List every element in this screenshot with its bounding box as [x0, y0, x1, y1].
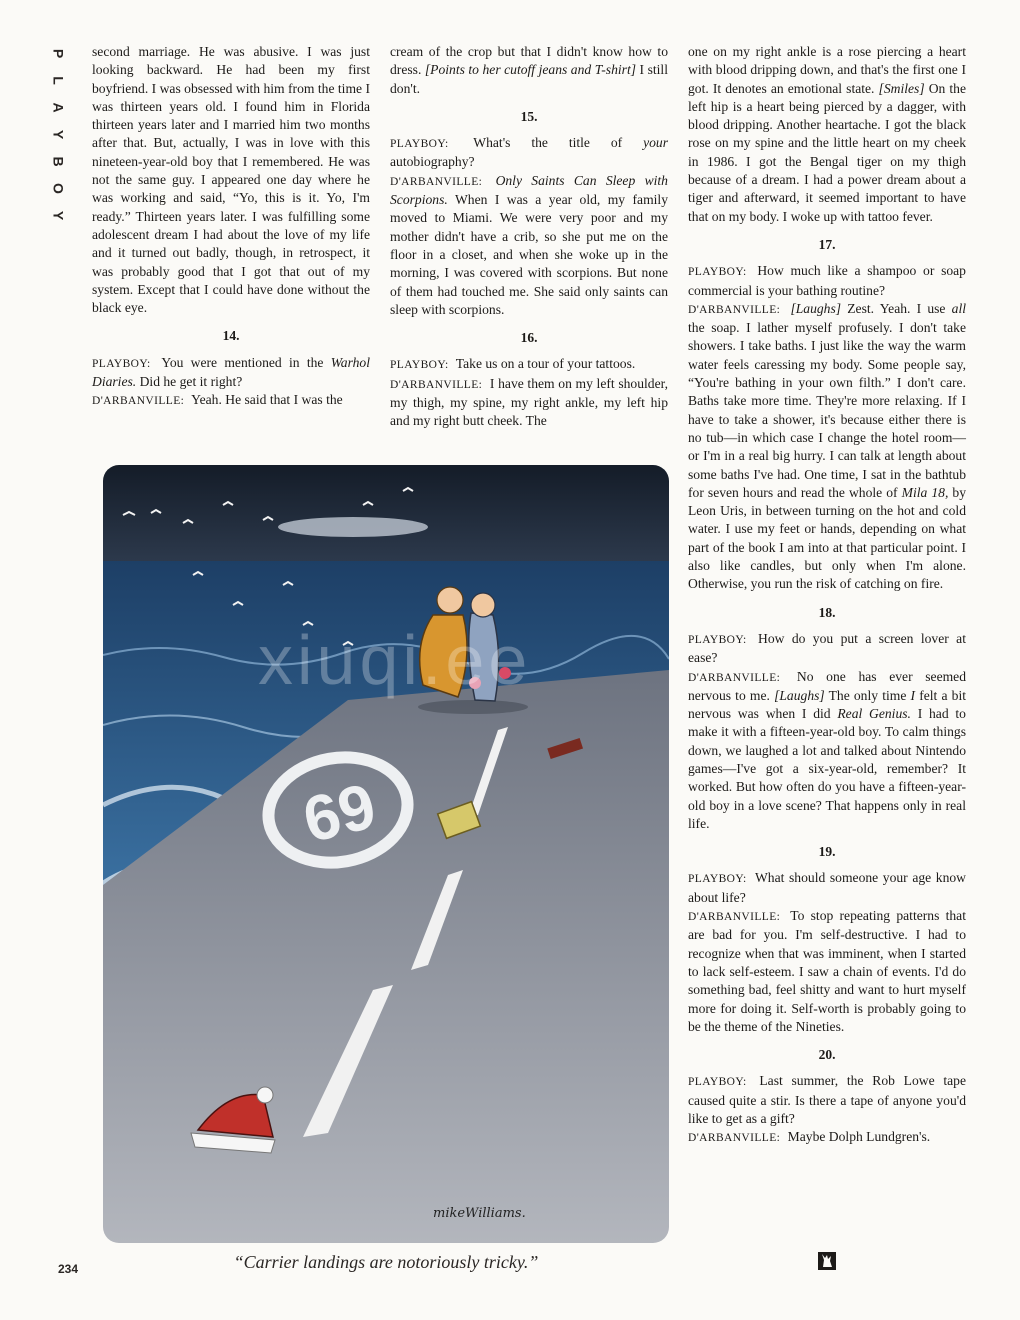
masthead-letter: Y: [50, 129, 67, 140]
speaker-label: D'ARBANVILLE:: [688, 1132, 781, 1145]
masthead-letter: B: [50, 156, 67, 167]
question-text: autobiography?: [390, 154, 475, 170]
book-title: Only Saints Can Sleep with Scorpions.: [390, 172, 668, 208]
question: [688, 1072, 966, 1128]
artist-signature: mikeWilliams.: [433, 1206, 526, 1221]
speaker-label: PLAYBOY:: [688, 633, 747, 646]
answer-text: I still don't.: [390, 62, 668, 96]
deck-number: 69: [296, 769, 383, 857]
stage-direction: [Laughs]: [774, 687, 825, 703]
balloon: [499, 667, 511, 679]
question: [688, 262, 966, 300]
magazine-masthead: [48, 40, 68, 229]
answer: [688, 907, 966, 1036]
speaker-label: D'ARBANVILLE:: [688, 911, 781, 924]
question: [688, 630, 966, 668]
stage-direction: [Points to her cutoff jeans and T-shirt]: [424, 62, 637, 78]
speaker-label: D'ARBANVILLE:: [390, 378, 483, 391]
masthead-letter: O: [50, 183, 67, 194]
speaker-label: PLAYBOY:: [688, 873, 747, 886]
speaker-label: D'ARBANVILLE:: [688, 303, 781, 316]
answer-text: cream of the crop but that I didn't know how to dress.: [390, 44, 668, 78]
cartoon-caption: “Carrier landings are notoriously tricky.”: [233, 1252, 539, 1272]
answer-text: one on my right ankle is a rose piercing a heart with blood dripping down, and that's the first one I got. It denotes an emotional state.: [688, 44, 966, 96]
question-text: What's the title of: [473, 135, 623, 151]
question: [688, 869, 966, 907]
book-title: Warhol Diaries.: [92, 354, 370, 390]
cloud: [278, 517, 428, 537]
stage-direction: [Laughs]: [790, 300, 842, 316]
question-number: 15.: [520, 108, 538, 124]
answer: [92, 391, 370, 410]
answer-text: To stop repeating patterns that are bad for you. I'm self-destructive. I had to recognize when that was imminent, when I started to lack self-esteem. I saw a chain of events. I'd do something bad, feel shitty and want to hurt myself more for doing it. Self-worth is probably going to be the theme of the Nineties.: [688, 908, 966, 1034]
question-number: 20.: [818, 1047, 836, 1063]
speaker-label: D'ARBANVILLE:: [390, 175, 483, 188]
text-column-2: [390, 43, 668, 431]
emphasis: I: [910, 687, 916, 703]
question-number: 17.: [818, 236, 836, 252]
emphasis: all: [951, 300, 966, 316]
answer-text: I have them on my left shoulder, my thigh, my spine, my right ankle, my left hip and my right butt cheek. The: [390, 375, 668, 429]
cartoon-drawing: [103, 465, 669, 1243]
speaker-label: D'ARBANVILLE:: [92, 395, 185, 408]
paragraph: second marriage. He was abusive. I was just looking backward. He had been my first boyfriend. I was obsessed with him from the time I was thirteen years old. I found him in Florida thirteen years later and I married him two months after that. But, actually, I was in love with this nineteen-year-old boy that I remembered. He was not the same guy. I appeared one day where he was working and said, “Yo, this is it. Yo, I'm ready.” Thirteen years later. I was fulfilling some adolescent dream I had about the love of my life and it turned out badly, though, in retrospect, it was probably good that I got that out of my system. Except that I could have done without the black eye.: [92, 44, 370, 316]
question-text: What should someone your age know about life?: [688, 870, 966, 905]
sky: [103, 465, 669, 565]
question-text: How do you put a screen lover at ease?: [688, 630, 966, 666]
speaker-label: PLAYBOY:: [390, 359, 449, 372]
page-number: 234: [58, 1262, 79, 1276]
answer-text: Zest. Yeah. I use: [847, 300, 946, 316]
text-column-1: [92, 43, 370, 411]
masthead-letter: A: [50, 102, 67, 113]
question-text: How much like a shampoo or soap commercial is your bathing routine?: [688, 263, 966, 298]
answer: [688, 1128, 966, 1147]
answer-text: I had to make it with a fifteen-year-old boy. To calm things down, we laughed a lot and talked about Nintendo games—I've got a six-year-old, remember? It worked. But how often do you have a fifteen-year-old boy in a love scene? That happens only in real life.: [688, 706, 966, 831]
cartoon-illustration: [103, 465, 669, 1243]
question-number: 18.: [818, 604, 836, 620]
masthead-letter: L: [50, 76, 67, 85]
paragraph: [688, 43, 966, 226]
answer: [390, 172, 668, 319]
question-number: 19.: [818, 844, 836, 860]
speaker-label: PLAYBOY:: [688, 1076, 747, 1089]
sailor-head: [471, 593, 495, 617]
answer: [688, 668, 966, 834]
answer: [390, 375, 668, 431]
shadow: [418, 700, 528, 714]
answer-text: by Leon Uris, in between turning on the hot and cold water. I use my feet or hands, depending on what part of the book I am into at that particular point. I also like candles, but only when I'm alone. Otherwise, you run the risk of catching on fire.: [688, 484, 967, 592]
balloon: [469, 677, 481, 689]
book-title: Mila 18,: [901, 484, 949, 500]
question: [390, 355, 668, 374]
answer-text: When I was a year old, my family moved to Miami. We were very poor and my mother didn't have a crib, so she put me on the floor in a closet, and when she woke up in the morning, I was covered with scorpions. But none of them had touched me. She said only saints can sleep with scorpions.: [390, 192, 668, 317]
question-text: Did he get it right?: [139, 374, 243, 390]
bunny-end-mark-icon: [818, 1252, 836, 1270]
answer-text: Maybe Dolph Lundgren's.: [787, 1129, 931, 1145]
answer-text: felt a bit nervous was when I did: [688, 687, 967, 722]
question-text: You were mentioned in the: [161, 354, 324, 370]
watermark: xiuqi.ee: [258, 621, 532, 699]
answer-text: The only time: [828, 687, 907, 703]
question-number: 14.: [222, 328, 240, 344]
stage-direction: [Smiles]: [878, 80, 925, 96]
film-title: Real Genius.: [837, 706, 911, 722]
question-number: 16.: [520, 330, 538, 346]
speaker-label: D'ARBANVILLE:: [688, 671, 781, 684]
answer-text: No one has ever seemed nervous to me.: [688, 668, 967, 703]
text-column-3: [688, 43, 966, 1148]
masthead-letter: Y: [50, 210, 67, 221]
masthead-letter: P: [50, 48, 67, 59]
speaker-label: PLAYBOY:: [390, 138, 449, 151]
question-text: Take us on a tour of your tattoos.: [455, 356, 636, 372]
answer: [688, 300, 966, 594]
speaker-label: PLAYBOY:: [92, 357, 151, 370]
question-text: Last summer, the Rob Lowe tape caused quite a stir. Is there a tape of anyone you'd like to get as a gift?: [688, 1073, 966, 1127]
question: [390, 134, 668, 172]
question: [92, 354, 370, 392]
answer-text: the soap. I lather myself profusely. I don't take showers. I take baths. I just like the way the warm water feels caressing my body. Some people say, “You're bathing in your own filth.” I don't care. Baths take more time. They're more relaxing. If I have to take a shower, it's because either there is no tub—in which case I change the hotel room—or I'm in a real big hurry. I can talk at length about some baths I've had. One time, I sat in the bathtub for seven hours and read the whole of: [688, 320, 966, 500]
paragraph: [390, 43, 668, 98]
sailor-head: [437, 587, 463, 613]
speaker-label: PLAYBOY:: [688, 266, 747, 279]
answer-text: Yeah. He said that I was the: [191, 392, 343, 408]
emphasis: your: [643, 135, 668, 151]
sailor-coat: [420, 615, 467, 697]
hat-pompom: [257, 1087, 273, 1103]
answer-text: On the left hip is a heart being pierced by a dagger, with blood dripping. Another heartache. I got the black rose on my spine and the little heart on my cheek in 1986. I got the Bengal tiger on my thigh because of a dream. I had a power dream about a tiger and afterward, it seemed important to have that on my body. I woke up with tattoo fever.: [688, 80, 966, 224]
